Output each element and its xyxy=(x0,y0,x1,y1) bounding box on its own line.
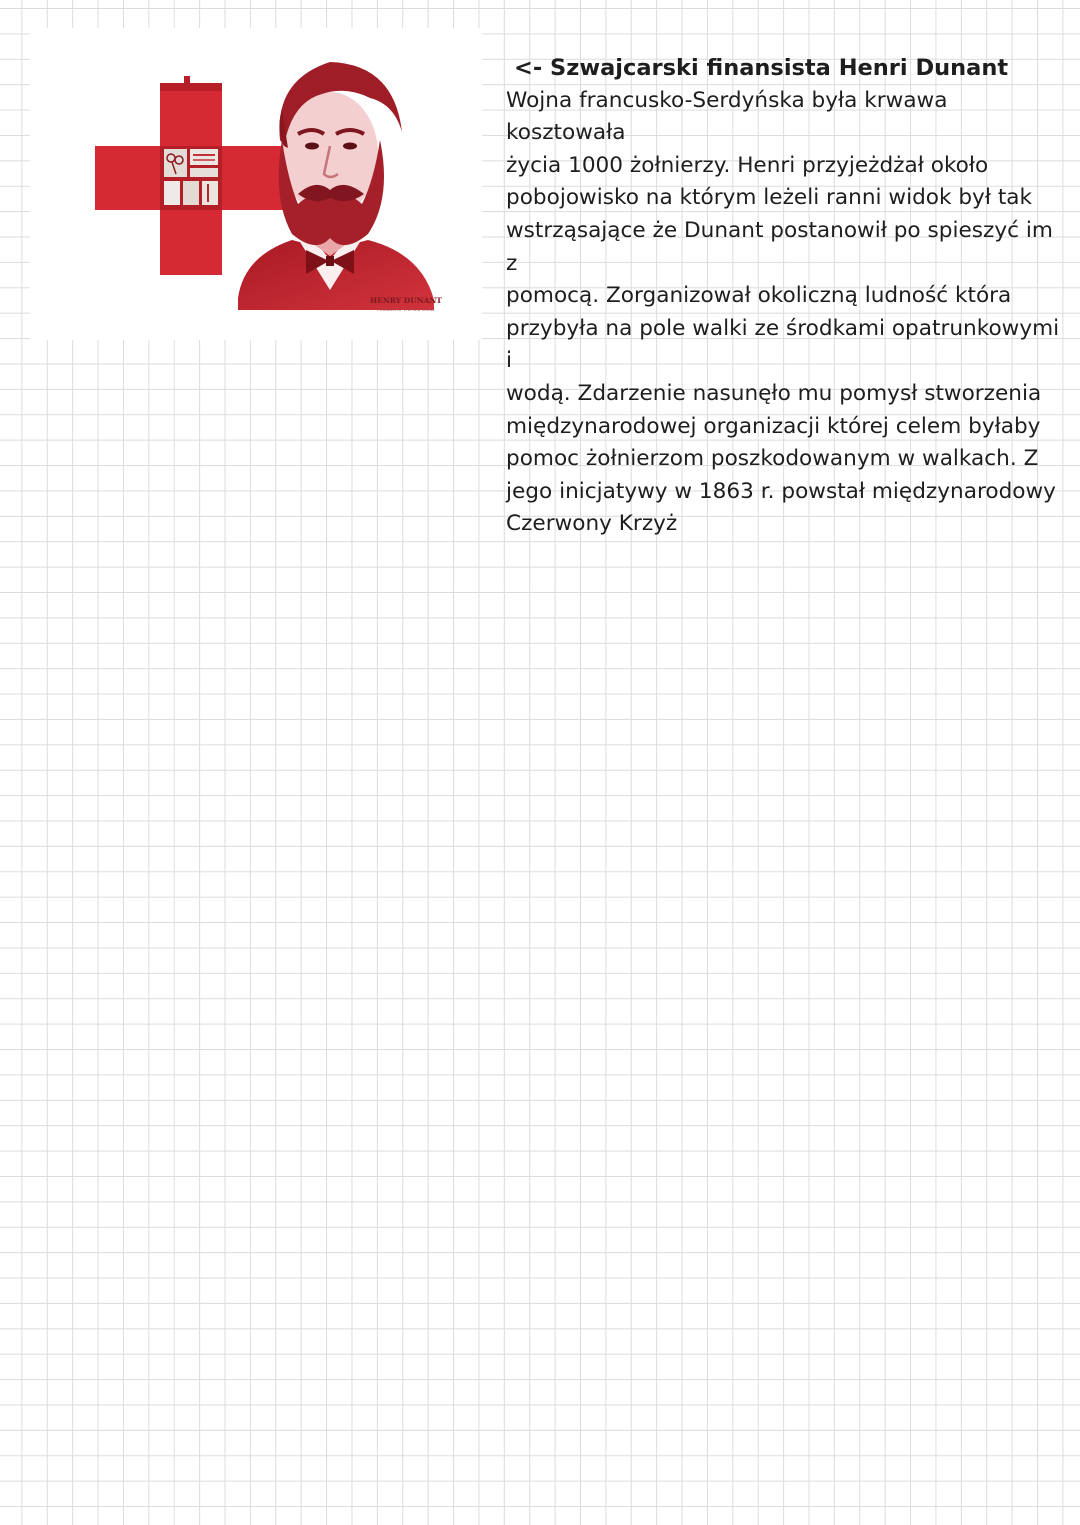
note-heading: <- Szwajcarski finansista Henri Dunant xyxy=(514,55,1009,81)
note-line: wodą. Zdarzenie nasunęło mu pomysł stworzenia xyxy=(506,380,1042,406)
henri-dunant-red-cross-photo xyxy=(30,28,482,340)
photo-illustration xyxy=(30,28,482,340)
note-line: życia 1000 żołnierzy. Henri przyjeżdżał około xyxy=(506,152,989,178)
note-line: pomoc żołnierzom poszkodowanym w walkach. Z xyxy=(506,446,1039,472)
note-line: jego inicjatywy w 1863 r. powstał międzynarodowy xyxy=(506,478,1056,504)
note-text-block xyxy=(506,52,1066,541)
note-line: międzynarodowej organizacji której celem byłaby xyxy=(506,413,1041,439)
photo-caption-subtitle: FOUNDER OF THE RED CROSS xyxy=(377,307,435,312)
note-line: Wojna francusko-Serdyńska była krwawa kosztowała xyxy=(506,87,948,146)
photo-caption-name: HENRY DUNANT xyxy=(370,296,442,305)
note-line: pomocą. Zorganizował okoliczną ludność która xyxy=(506,283,1012,309)
note-line: przybyła na pole walki ze środkami opatrunkowymi i xyxy=(506,315,1060,374)
red-cross-kit xyxy=(95,76,285,275)
note-line: wstrząsające że Dunant postanowił po spieszyć im z xyxy=(506,217,1053,276)
note-line: Czerwony Krzyż xyxy=(506,511,678,537)
note-line: pobojowisko na którym leżeli ranni widok był tak xyxy=(506,185,1033,211)
note-paragraph xyxy=(506,85,1066,541)
